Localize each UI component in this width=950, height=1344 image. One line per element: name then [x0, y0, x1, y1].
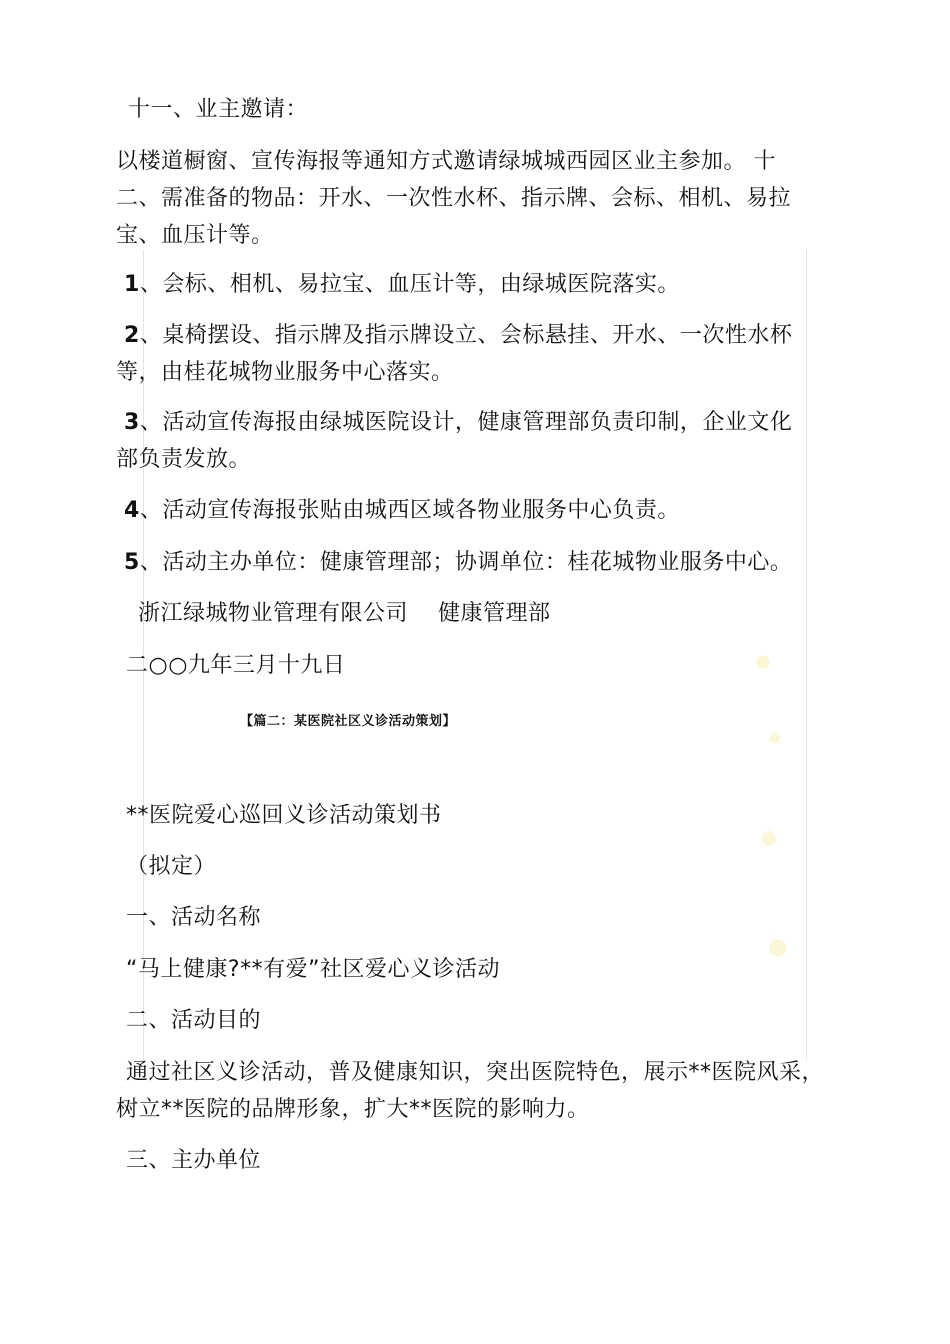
document-title: **医院爱心巡回义诊活动策划书	[126, 803, 442, 828]
activity-name: “马上健康?**有爱”社区爱心义诊活动	[126, 957, 500, 982]
list-text-continued: 部负责发放。	[116, 447, 252, 472]
paragraph-line: 二、需准备的物品：开水、一次性水杯、指示牌、会标、相机、易拉	[116, 186, 792, 211]
list-number: 1	[124, 272, 140, 297]
list-item-2	[124, 318, 792, 354]
heading-owner-invitation: 十一、业主邀请：	[128, 97, 309, 122]
section-label: 【篇二：某医院社区义诊活动策划】	[240, 714, 457, 729]
list-item-3	[124, 405, 792, 441]
paragraph-line: 通过社区义诊活动，普及健康知识，突出医院特色，展示**医院风采，	[126, 1060, 825, 1085]
paragraph-line: 以楼道橱窗、宣传海报等通知方式邀请绿城城西园区业主参加。 十	[116, 149, 776, 174]
list-item-1	[124, 267, 680, 303]
paragraph-line: 宝、血压计等。	[116, 223, 274, 248]
list-text: 、活动宣传海报由绿城医院设计，健康管理部负责印制，企业文化	[139, 410, 793, 435]
list-text: 、会标、相机、易拉宝、血压计等，由绿城医院落实。	[139, 272, 680, 297]
list-number: 3	[124, 410, 140, 435]
organization-signature: 浙江绿城物业管理有限公司 健康管理部	[138, 601, 551, 626]
paragraph-line: 树立**医院的品牌形象，扩大**医院的影响力。	[116, 1097, 590, 1122]
heading-organizer: 三、主办单位	[126, 1148, 262, 1173]
list-item-4	[124, 493, 680, 529]
list-text: 、桌椅摆设、指示牌及指示牌设立、会标悬挂、开水、一次性水杯	[139, 323, 793, 348]
watermark-dots	[745, 620, 805, 1040]
signature-date: 二○○九年三月十九日	[126, 653, 346, 678]
list-number: 4	[124, 498, 140, 523]
list-number: 2	[124, 323, 140, 348]
list-item-5	[124, 545, 792, 581]
heading-activity-purpose: 二、活动目的	[126, 1008, 262, 1033]
list-text: 、活动主办单位：健康管理部；协调单位：桂花城物业服务中心。	[139, 550, 793, 575]
heading-activity-name: 一、活动名称	[126, 905, 262, 930]
list-text: 、活动宣传海报张贴由城西区域各物业服务中心负责。	[139, 498, 680, 523]
draft-note: （拟定）	[126, 854, 217, 879]
list-text-continued: 等，由桂花城物业服务中心落实。	[116, 360, 454, 385]
list-number: 5	[124, 550, 140, 575]
